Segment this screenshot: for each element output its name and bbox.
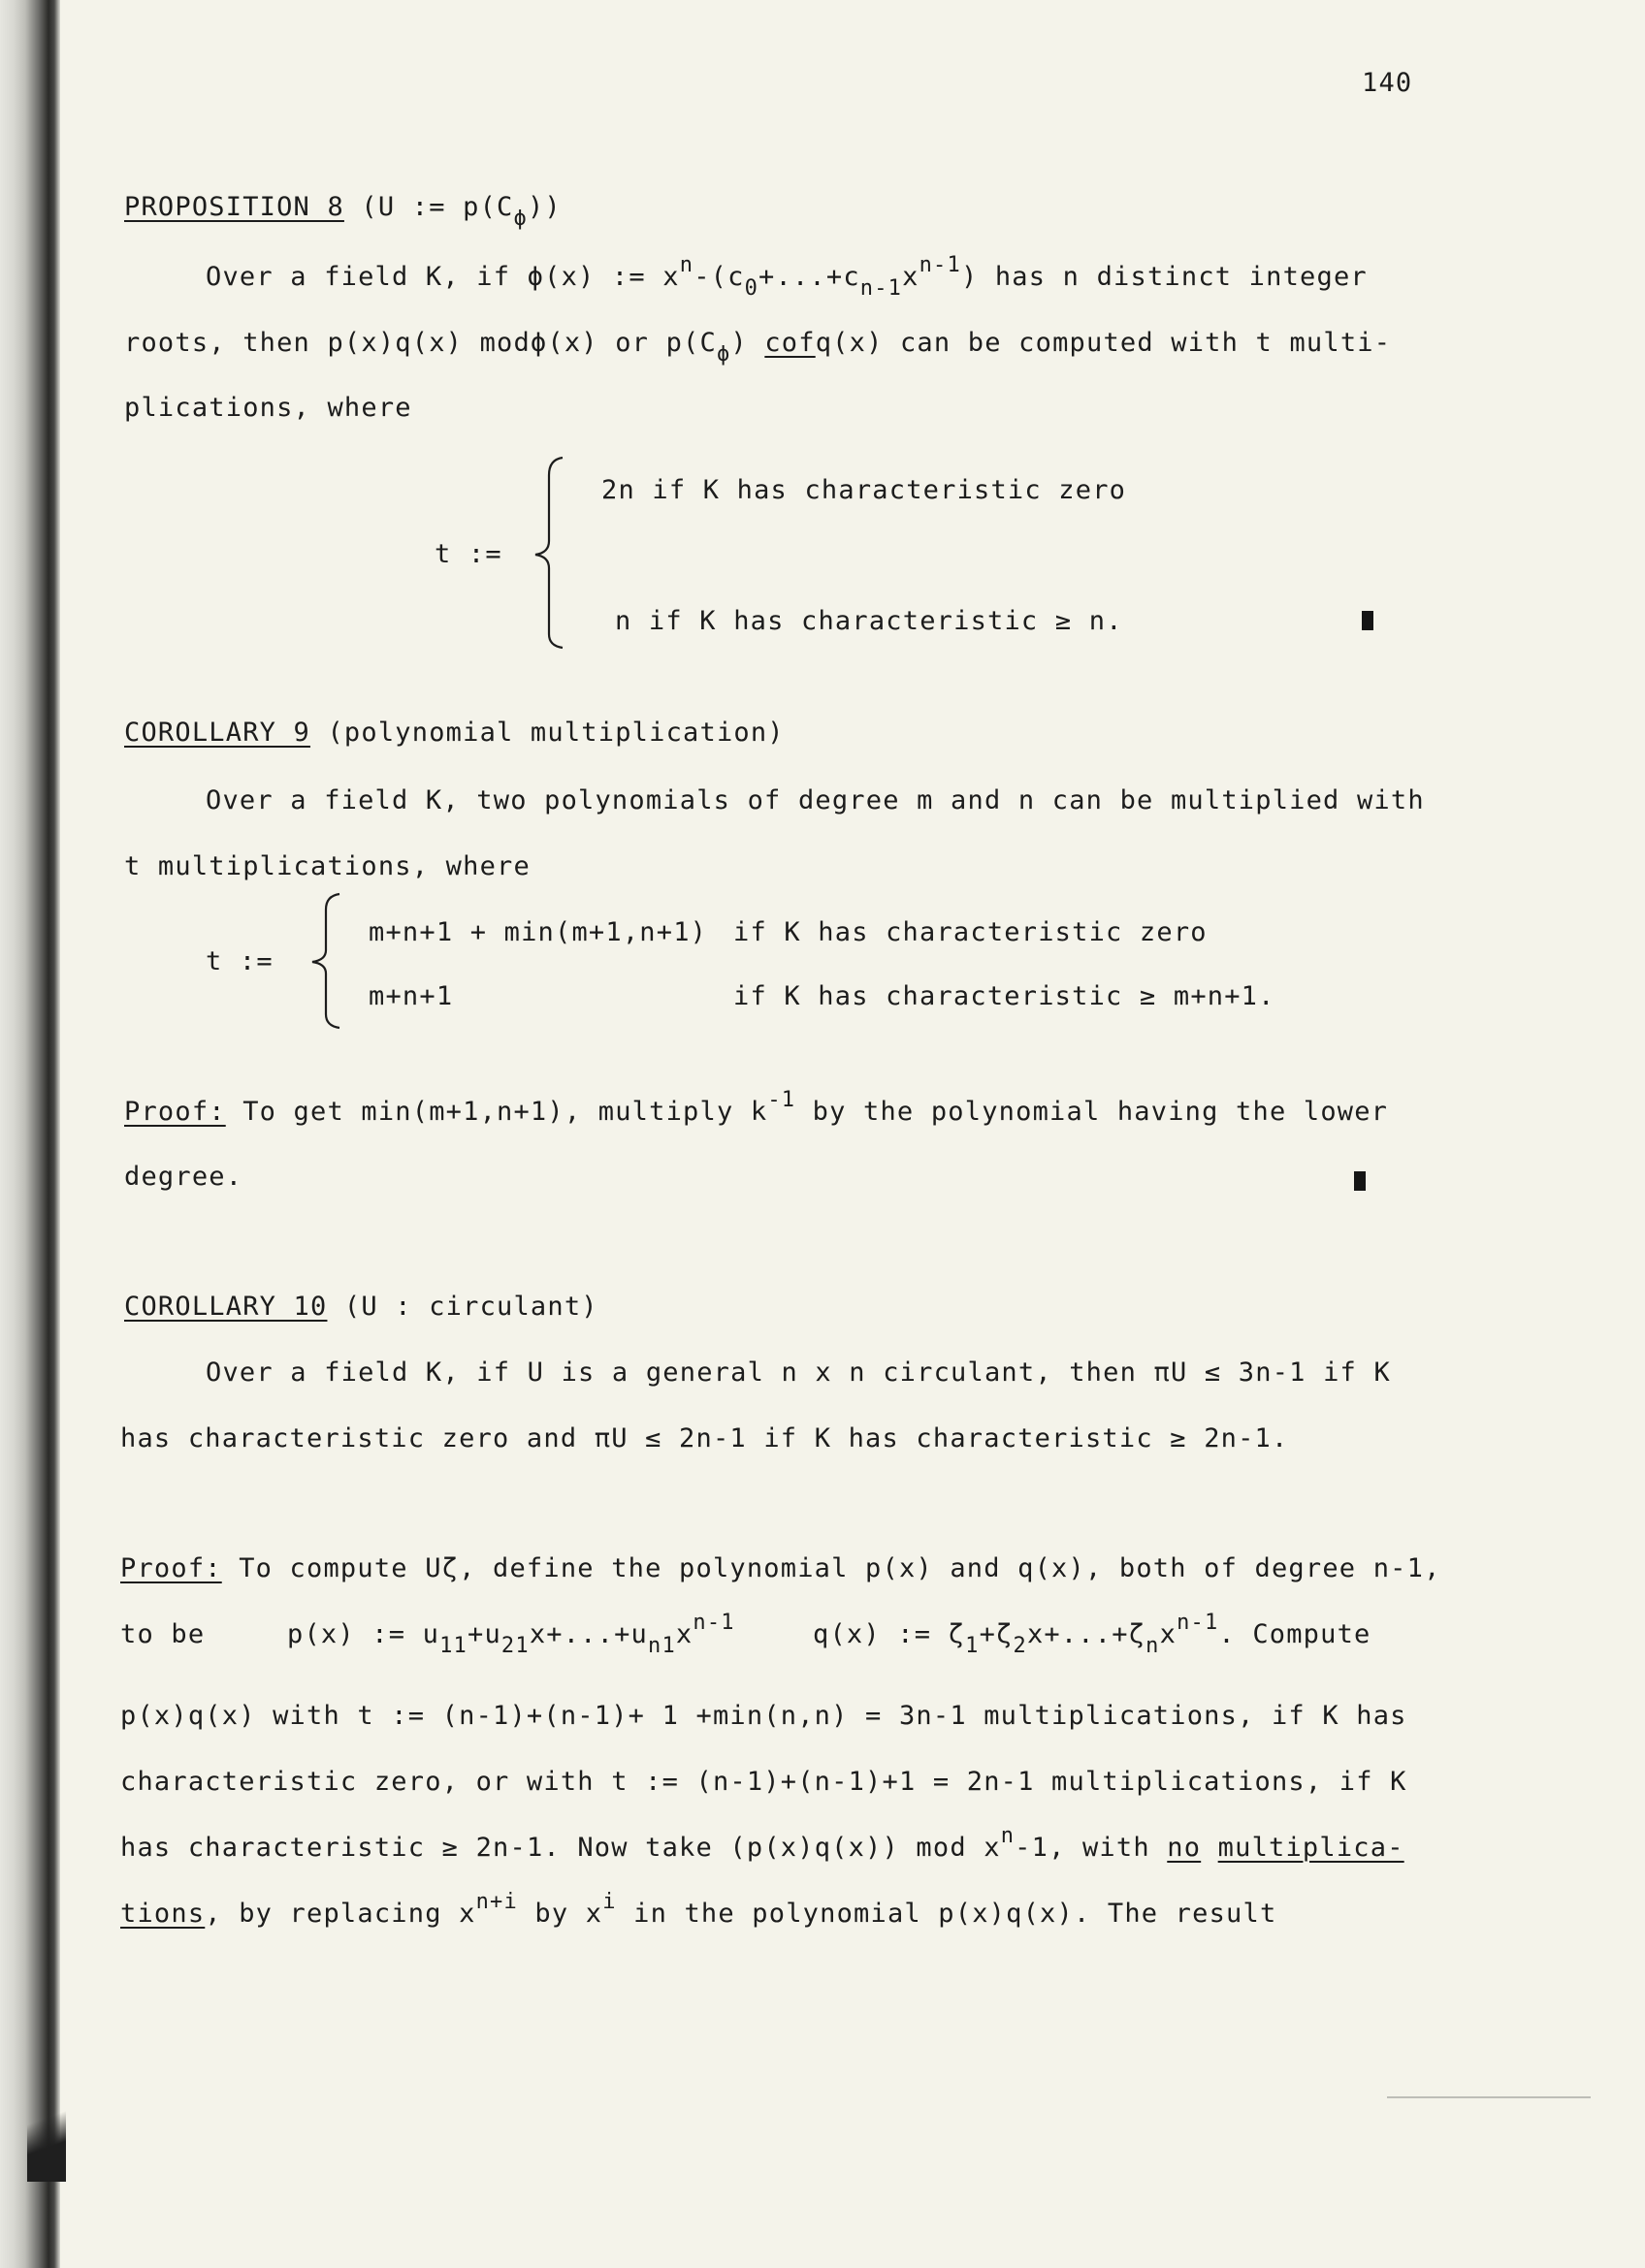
corollary-9-line-1: Over a field K, two polynomials of degree m and n can be multiplied with (206, 785, 1425, 815)
corollary-10-proof-line-4: characteristic zero, or with t := (n-1)+(n-1)+1 = 2n-1 multiplications, if K (120, 1767, 1407, 1797)
corollary-9-brace (306, 892, 345, 1030)
binding-shadow (0, 0, 60, 2268)
corollary-9-t-label: t := (206, 946, 274, 976)
polynomial-q-definition: q(x) := $\zeta_1+\zeta_2x+...+\zeta_nx^{n-1}$. Compute (813, 1611, 1371, 1658)
corollary-10-proof-line-5: has characteristic ≥ 2n-1. Now take (p(x)q(x)) mod $x^n-1$, with no multiplica- (120, 1824, 1404, 1863)
corollary-10-line-2: has characteristic zero and πU ≤ 2n-1 if K has characteristic ≥ 2n-1. (120, 1423, 1289, 1453)
corollary-9-proof-line-2: degree. (124, 1162, 243, 1192)
proposition-8-line-3: plications, where (124, 393, 412, 423)
proposition-8-brace (530, 456, 568, 650)
polynomial-p-definition: p(x) := $u_{11}+u_{21}x+...+u_{n1}x^{n-1}$ (287, 1611, 735, 1658)
corollary-10-line-1: Over a field K, if U is a general n x n circulant, then πU ≤ 3n-1 if K (206, 1358, 1391, 1388)
proposition-8-heading: PROPOSITION 8 (U := $p(C_\phi)$) (124, 192, 562, 231)
binding-shadow-foot (27, 2094, 66, 2182)
proposition-8-line-1: Over a field K, if ϕ(x) := $x^n-(c_0+...+c_{n-1}x^{n-1})$ has n distinct integer (206, 253, 1368, 301)
corollary-10-heading: COROLLARY 10 (U : circulant) (124, 1292, 598, 1322)
corollary-10-proof-line-3: p(x)q(x) with t := (n-1)+(n-1)+ 1 +min(n,n) = 3n-1 multiplications, if K has (120, 1701, 1407, 1731)
proposition-8-case-1: 2n if K has characteristic zero (601, 475, 1127, 505)
corollary-9-case-1-expression: m+n+1 + min(m+1,n+1) (369, 917, 708, 947)
proposition-8-t-label: t := (435, 539, 502, 569)
corollary-9-heading: COROLLARY 9 (polynomial multiplication) (124, 718, 785, 748)
page-number: 140 (1362, 68, 1413, 98)
corollary-9-case-2-condition: if K has characteristic ≥ m+n+1. (733, 981, 1275, 1011)
corollary-9-proof-line-1: Proof: To get min(m+1,n+1), multiply $k^{-1}$ by the polynomial having the lower (124, 1088, 1389, 1127)
corollary-10-proof-line-6: tions, by replacing $x^{n+i}$ by $x^i$ in the polynomial p(x)q(x). The result (120, 1890, 1277, 1929)
corollary-9-line-2: t multiplications, where (124, 851, 531, 881)
proposition-8-line-2: roots, then p(x)q(x) modϕ(x) or $p(C_\phi)$ cofq(x) can be computed with t multi- (124, 328, 1392, 367)
qed-mark (1354, 1171, 1366, 1191)
corollary-9-case-1-condition: if K has characteristic zero (733, 917, 1208, 947)
corollary-9-case-2-expression: m+n+1 (369, 981, 454, 1011)
bottom-rule (1387, 2096, 1591, 2098)
qed-mark (1362, 611, 1373, 630)
corollary-10-proof-line-2-lead: to be (120, 1619, 206, 1649)
proposition-8-case-2: n if K has characteristic ≥ n. (615, 606, 1123, 636)
corollary-10-proof-line-1: Proof: To compute Uζ, define the polynomial p(x) and q(x), both of degree n-1, (120, 1553, 1441, 1583)
